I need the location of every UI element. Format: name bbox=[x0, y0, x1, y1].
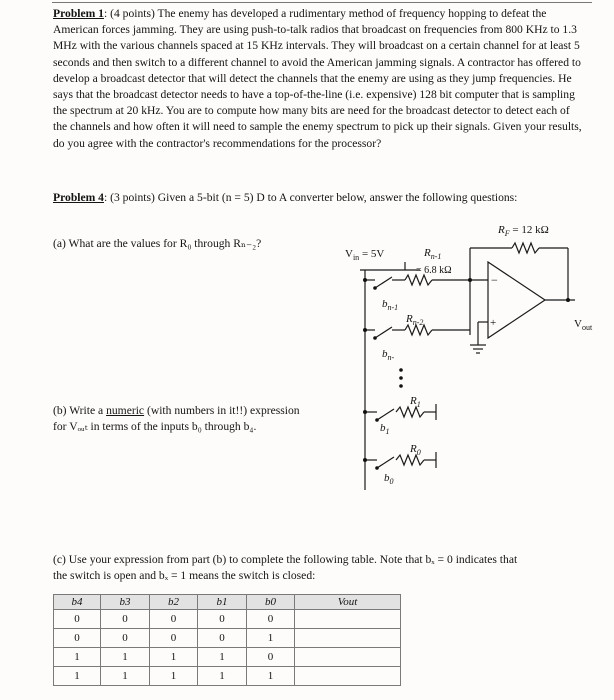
truth-table bbox=[53, 594, 401, 686]
cell: 0 bbox=[101, 610, 150, 629]
part-b-line1-pre: (b) Write a bbox=[53, 404, 107, 417]
cell: 1 bbox=[198, 667, 247, 686]
contact-bn2 bbox=[373, 336, 377, 340]
ellipsis-dot-1 bbox=[399, 368, 403, 372]
cell: 0 bbox=[198, 629, 247, 648]
contact-b0 bbox=[375, 466, 379, 470]
header-b4: b4 bbox=[54, 595, 101, 610]
header-b3: b3 bbox=[101, 595, 150, 610]
part-b-line1-post: (with numbers in it!!) expression bbox=[144, 404, 300, 417]
ellipsis-dot-2 bbox=[399, 376, 403, 380]
switch-bn2 bbox=[375, 327, 392, 338]
vin-label: $V_{in} = 5V$ bbox=[345, 248, 385, 262]
vout-cell[interactable] bbox=[295, 667, 401, 686]
table-row bbox=[54, 610, 401, 629]
switch-b0 bbox=[377, 457, 394, 468]
cell: 0 bbox=[101, 629, 150, 648]
resistor-rf bbox=[512, 243, 539, 253]
part-c-line1: (c) Use your expression from part (b) to complete the following table. Note that bₓ = 0 indicates that bbox=[53, 553, 518, 566]
header-b1: b1 bbox=[198, 595, 247, 610]
vout-cell[interactable] bbox=[295, 648, 401, 667]
cell: 0 bbox=[247, 610, 295, 629]
cell: 0 bbox=[54, 610, 101, 629]
cell: 1 bbox=[247, 667, 295, 686]
node-bn2 bbox=[363, 328, 367, 332]
contact-b1 bbox=[375, 418, 379, 422]
table-row bbox=[54, 648, 401, 667]
output-junction bbox=[566, 298, 570, 302]
part-b-line2: for Vₒᵤₜ in terms of the inputs b₀ through b₄. bbox=[53, 420, 257, 433]
table-row bbox=[54, 629, 401, 648]
contact-bn1 bbox=[373, 286, 377, 290]
node-b1 bbox=[363, 410, 367, 414]
cell: 0 bbox=[198, 610, 247, 629]
problem-1-text: : (4 points) The enemy has developed a rudimentary method of frequency hopping to defeat the American forces jamming. They are using push-to-talk radios that broadcast on frequencies from 800 KHz to 1.3 MHz with the various channels spaced at 15 KHz intervals. They will broadcast on a certain channel for at least 5 seconds and then switch to a different channel to avoid the American jamming signals. A contractor has offered to develop a broadcast detector that will detect the channels that the enemy are using as they jump frequencies. He says that the broadcast detector needs to have a top-of-the-line (i.e. expensive) 128 bit computer that is sampling the spectrum at 20 kHz. You are to compute how many bits are need for the broadcast detector to detect each of the channels and how often it will need to sample the enemy spectrum to pick up their signals. Given your results, do you agree with the contractor's recommendations for the processor? bbox=[53, 7, 582, 150]
bn1-label: $b_{n-1}$ bbox=[382, 298, 399, 312]
op-amp-minus: − bbox=[491, 273, 498, 287]
cell: 1 bbox=[247, 629, 295, 648]
part-c-line2: the switch is open and bₓ = 1 means the switch is closed: bbox=[53, 569, 316, 582]
rn1-label: $R_{n-1}$ bbox=[424, 247, 442, 261]
node-b0 bbox=[363, 458, 367, 462]
rn2-label: $R_{n-2}$ bbox=[406, 313, 424, 327]
cell: 1 bbox=[150, 667, 198, 686]
cell: 0 bbox=[54, 629, 101, 648]
cell: 0 bbox=[150, 610, 198, 629]
problem-4-text: : (3 points) Given a 5-bit (n = 5) D to A converter below, answer the following questions: bbox=[103, 191, 518, 204]
truth-table-header-row bbox=[54, 595, 401, 610]
cell: 1 bbox=[54, 648, 101, 667]
ellipsis-dot-3 bbox=[399, 384, 403, 388]
r1-label: $R_1$ bbox=[410, 395, 421, 409]
vout-cell[interactable] bbox=[295, 610, 401, 629]
node-bn1 bbox=[363, 278, 367, 282]
op-amp-plus: + bbox=[490, 317, 497, 329]
switch-b1 bbox=[377, 409, 394, 420]
header-b0: b0 bbox=[247, 595, 295, 610]
part-b-numeric: numeric bbox=[106, 404, 145, 417]
b1-label: $b_1$ bbox=[380, 422, 390, 436]
switch-bn1 bbox=[375, 277, 392, 288]
rf-label: $R_F = 12$ kΩ bbox=[498, 224, 549, 238]
b0-label: $b_0$ bbox=[384, 472, 394, 486]
rn1-value: = 6.8 kΩ bbox=[416, 265, 452, 276]
cell: 0 bbox=[247, 648, 295, 667]
cell: 1 bbox=[54, 667, 101, 686]
vout-label: $V_{out}$ bbox=[574, 318, 593, 332]
r0-label: $R_0$ bbox=[410, 443, 421, 457]
problem-1-title: Problem 1 bbox=[53, 7, 104, 20]
part-a-question: (a) What are the values for R₀ through Rₙ₋₂? bbox=[53, 237, 262, 250]
vout-cell[interactable] bbox=[295, 629, 401, 648]
problem-4-title: Problem 4 bbox=[53, 191, 104, 204]
cell: 1 bbox=[101, 648, 150, 667]
cell: 1 bbox=[198, 648, 247, 667]
header-b2: b2 bbox=[150, 595, 198, 610]
resistor-rn1 bbox=[405, 275, 432, 285]
bn2-label: $b_{n-}$ bbox=[382, 348, 395, 362]
summing-junction bbox=[468, 278, 472, 282]
cell: 0 bbox=[150, 629, 198, 648]
header-vout: Vout bbox=[295, 595, 401, 610]
cell: 1 bbox=[150, 648, 198, 667]
cell: 1 bbox=[101, 667, 150, 686]
table-row bbox=[54, 667, 401, 686]
